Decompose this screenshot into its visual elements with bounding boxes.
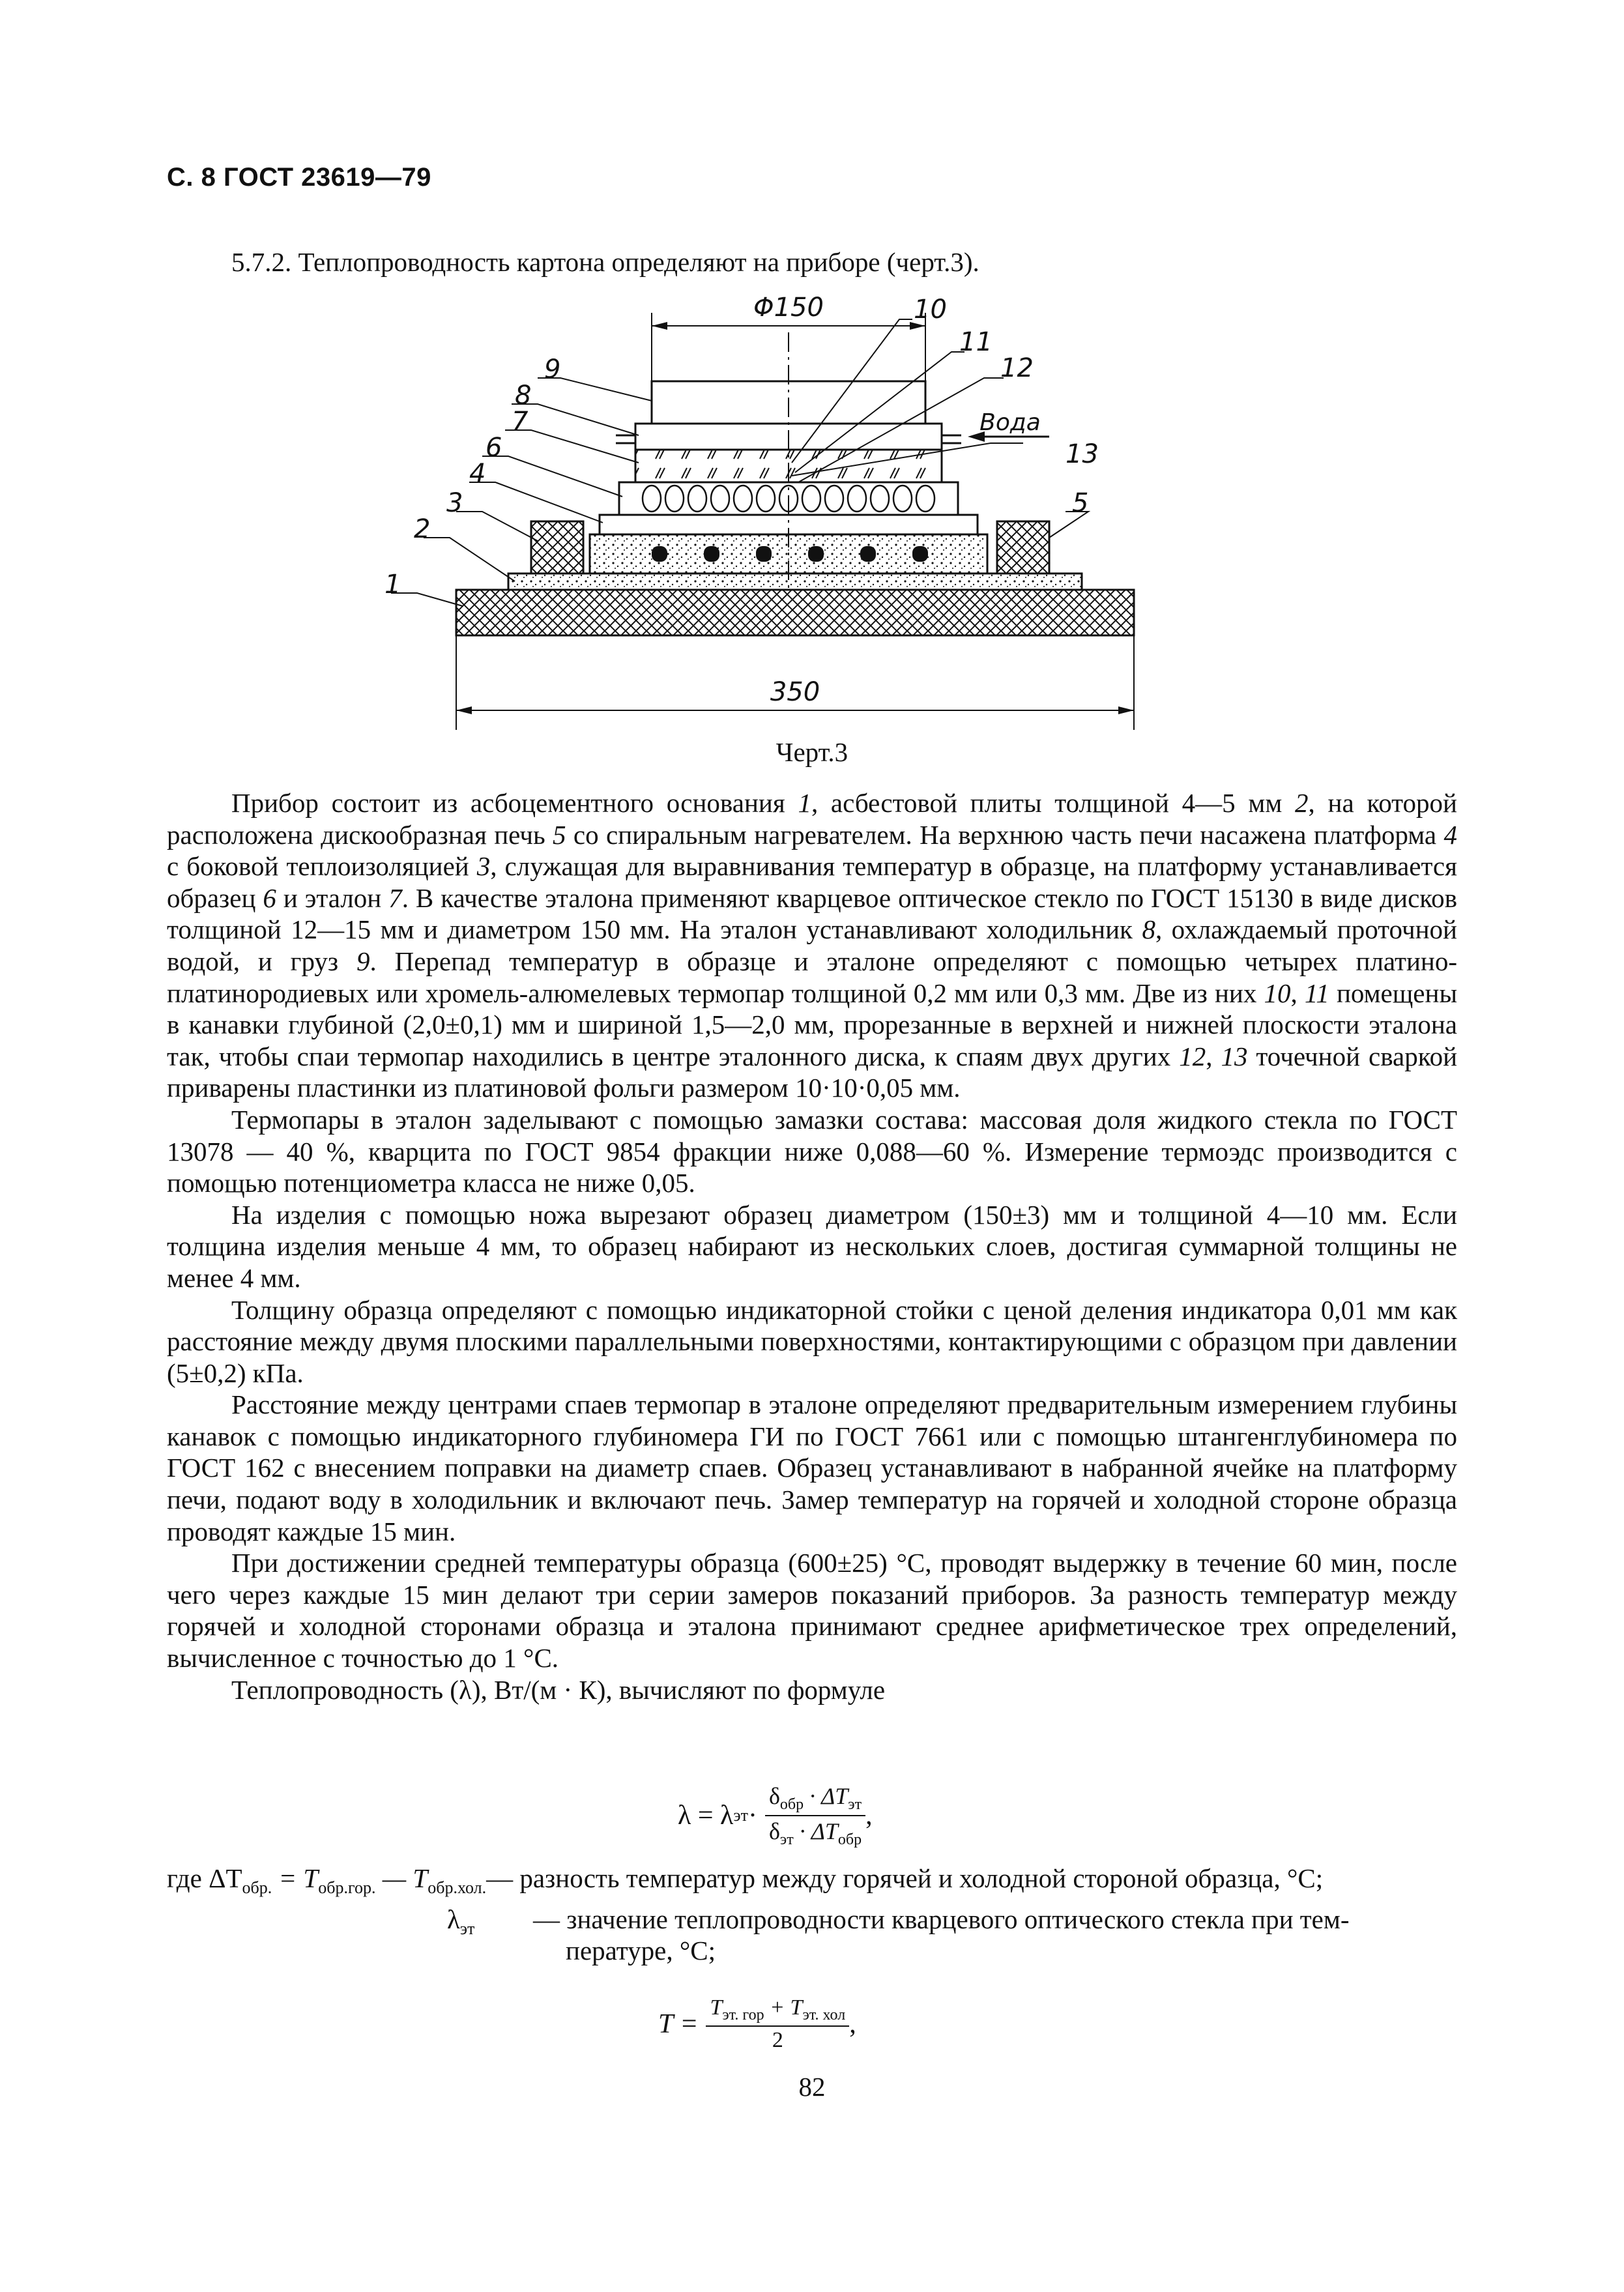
body-text [167,787,1457,1705]
side-insulation-left [531,521,583,573]
legend-delta-t: где $\Delta T_{обр.} = T_{обр.гор.}$ — $T_{обр.хол.}$ — разность температур между горячей и холодной стороной образца, °С; [167,1863,1324,1898]
paragraph-3: На изделия с помощью ножа вырезают образец диаметром (150±3) мм и толщиной 4—10 мм. Если толщина изделия меньше 4 мм, то образец набирают из нескольких слоев, достигая суммарной толщины не менее 4 мм. [167,1199,1457,1293]
label-13: 13 [1066,439,1099,469]
paragraph-5: Расстояние между центрами спаев термопар в эталоне определяют предварительным измерением глубины канавок с помощью индикаторного глубиномера ГИ по ГОСТ 7661 или с помощью штангенглубиномера по ГОСТ 162 с внесением поправки на диаметр спаев. Образец устанавливают в набранной ячейке на платформу печи, подают воду в холодильник и включают печь. Замер температур на горячей и холодной стороне образца проводят каждые 15 мин. [167,1389,1457,1546]
label-11: 11 [959,327,993,357]
formula-legend [167,1863,1457,1966]
label-12: 12 [1000,353,1034,383]
label-1: 1 [384,570,401,600]
asbestos-plate [508,573,1082,590]
dim-top-label: Φ150 [753,293,824,323]
legend-lambda: $\lambda_{эт}$ — значение теплопроводности кварцевого оптического стекла при тем- [447,1904,1350,1939]
formula-mean-temperature: T = $\frac{T_{эт. гор} + T_{эт. хол}}{2}$ , [658,1995,856,2052]
label-3: 3 [446,488,463,518]
legend-lambda-cont: пературе, °С; [566,1936,716,1966]
label-4: 4 [469,459,486,489]
water-label: Вода [979,409,1041,436]
label-7: 7 [512,407,529,437]
paragraph-6: При достижении средней температуры образца (600±25) °С, проводят выдержку в течение 60 мин, после чего через каждые 15 мин делают три серии замеров показаний приборов. За разность температур между горячей и холодной сторонами образца и эталона принимают среднее арифметическое трех определений, вычисленное с точностью до 1 °С. [167,1548,1457,1674]
label-10: 10 [914,295,947,325]
side-insulation-right [997,521,1049,573]
asbestos-cement-base [456,590,1134,635]
page-number: 82 [798,2072,826,2102]
formula-thermal-conductivity: λ = λ эт · $\frac{\delta_{обр} \cdot \Delta T_{эт}}{\delta_{эт} \cdot \Delta T_{обр}}$ , [678,1783,873,1849]
label-5: 5 [1072,488,1089,518]
paragraph-7: Теплопроводность (λ), Вт/(м · К), вычисляют по формуле [231,1674,886,1705]
apparatus-drawing [365,287,1212,743]
page-header: С. 8 ГОСТ 23619—79 [167,163,431,192]
dim-bottom-label: 350 [770,677,820,707]
section-intro: 5.7.2. Теплопроводность картона определяют на приборе (черт.3). [231,247,979,277]
label-8: 8 [515,381,532,411]
label-2: 2 [414,514,431,544]
label-6: 6 [486,433,502,463]
paragraph-2: Термопары в эталон заделывают с помощью замазки состава: массовая доля жидкого стекла по ГОСТ 13078 — 40 %, кварцита по ГОСТ 9854 фракции ниже 0,088—60 %. Измерение термоэдс производится с помощью потенциометра класса не ниже 0,05. [167,1104,1457,1198]
paragraph-4: Толщину образца определяют с помощью индикаторной стойки с ценой деления индикатора 0,01 мм как расстояние между двумя плоскими параллельными поверхностями, контактирующими с образцом при давлении (5±0,2) кПа. [167,1294,1457,1388]
paragraph-1: Прибор состоит из асбоцементного основания 1, асбестовой плиты толщиной 4—5 мм 2, на которой расположена дискообразная печь 5 со спиральным нагревателем. На верхнюю часть печи насажена платформа 4 с боковой теплоизоляцией 3, служащая для выравнивания температур в образце, на платформу устанавливается образец 6 и эталон 7. В качестве эталона применяют кварцевое оптическое стекло по ГОСТ 15130 в виде дисков толщиной 12—15 мм и диаметром 150 мм. На эталон устанавливают холодильник 8, охлаждаемый проточной водой, и груз 9. Перепад температур в образце и эталоне определяют с помощью четырех платино-платинородиевых или хромель-алюмелевых термопар толщиной 0,2 мм или 0,3 мм. Две из них 10, 11 помещены в канавки глубиной (2,0±0,1) мм и шириной 1,5—2,0 мм, прорезанные в верхней и нижней плоскости эталона так, чтобы спаи термопар находились в центре эталонного диска, к спаям двух других 12, 13 точечной сваркой приварены пластинки из платиновой фольги размером 10·10·0,05 мм. [167,788,1458,1103]
label-9: 9 [544,355,561,384]
figure-caption: Черт.3 [776,737,848,767]
